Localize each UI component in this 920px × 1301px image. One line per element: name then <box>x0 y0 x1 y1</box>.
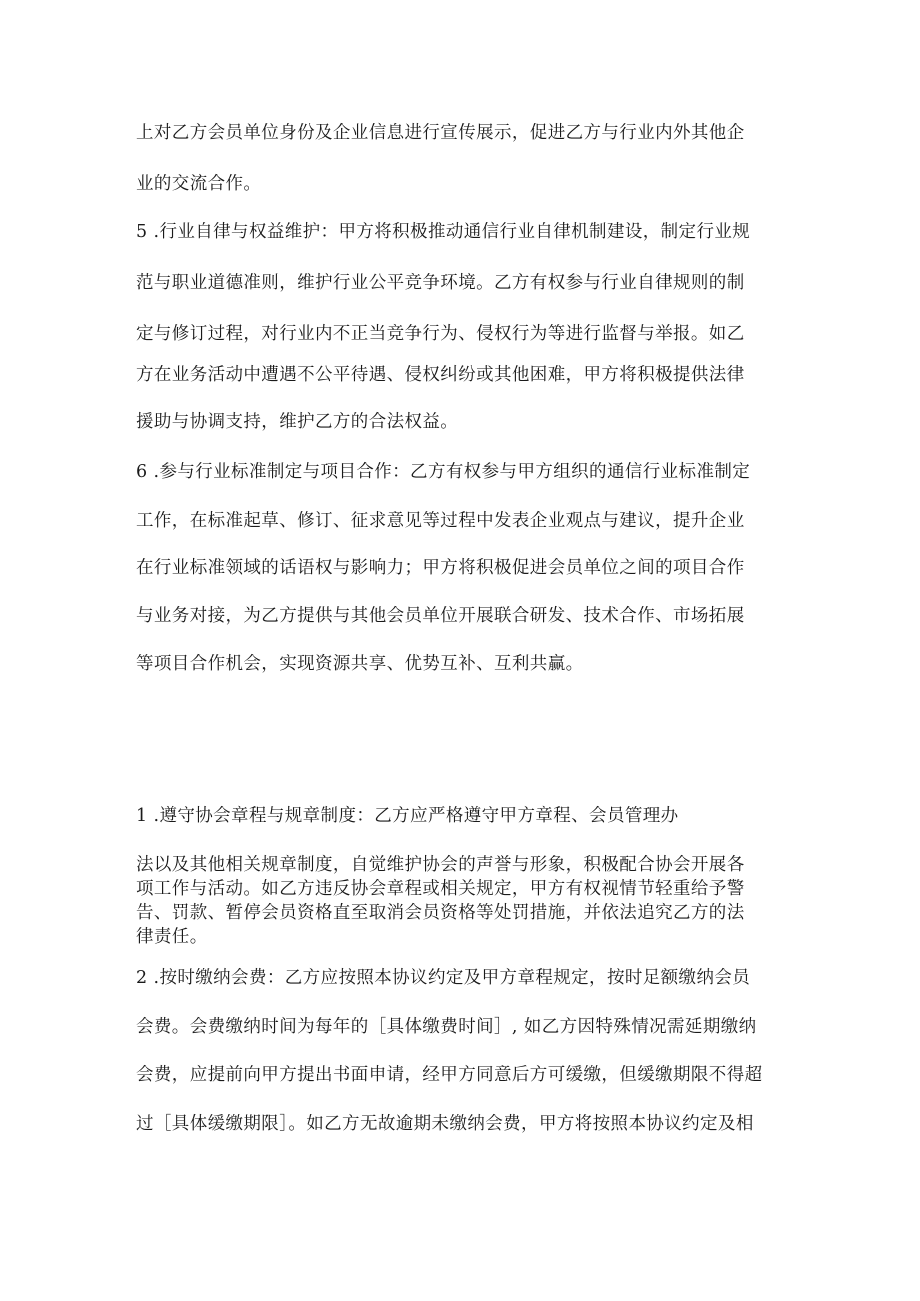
text-line: 会费。会费缴纳时间为每年的［具体缴费时间］, 如乙方因特殊情况需延期缴纳 <box>136 1017 757 1037</box>
text-line: 援助与协调支持，维护乙方的合法权益。 <box>136 412 459 432</box>
text-line: 律责任。 <box>136 927 208 947</box>
text-line: 告、罚款、暂停会员资格直至取消会员资格等处罚措施，并依法追究乙方的法 <box>136 903 745 923</box>
text-line: 定与修订过程，对行业内不正当竞争行为、侵权行为等进行监督与举报。如乙 <box>136 324 745 344</box>
text-line: 方在业务活动中遭遇不公平待遇、侵权纠纷或其他困难，甲方将积极提供法律 <box>136 365 745 385</box>
text-line: 在行业标准领域的话语权与影响力；甲方将积极促进会员单位之间的项目合作 <box>136 558 745 578</box>
text-line: 过［具体缓缴期限］。如乙方无故逾期未缴纳会费，甲方将按照本协议约定及相 <box>136 1114 754 1134</box>
text-line: 等项目合作机会，实现资源共享、优势互补、互利共赢。 <box>136 654 584 674</box>
text-line: 与业务对接，为乙方提供与其他会员单位开展联合研发、技术合作、市场拓展 <box>136 606 745 626</box>
text-line: 6 .参与行业标准制定与项目合作：乙方有权参与甲方组织的通信行业标准制定 <box>136 462 751 482</box>
text-line: 5 .行业自律与权益维护：甲方将积极推动通信行业自律机制建设，制定行业规 <box>136 222 751 242</box>
text-line: 范与职业道德准则，维护行业公平竞争环境。乙方有权参与行业自律规则的制 <box>136 273 745 293</box>
text-line: 法以及其他相关规章制度，自觉维护协会的声誉与形象，积极配合协会开展各 <box>136 855 745 875</box>
text-line: 上对乙方会员单位身份及企业信息进行宣传展示，促进乙方与行业内外其他企 <box>136 123 745 143</box>
text-line: 业的交流合作。 <box>136 174 262 194</box>
text-line: 项工作与活动。如乙方违反协会章程或相关规定，甲方有权视情节轻重给予警 <box>136 879 745 899</box>
text-line: 会费，应提前向甲方提出书面申请，经甲方同意后方可缓缴，但缓缴期限不得超 <box>136 1065 763 1085</box>
text-line: 2 .按时缴纳会费：乙方应按照本协议约定及甲方章程规定，按时足额缴纳会员 <box>136 968 751 988</box>
text-line: 工作，在标准起草、修订、征求意见等过程中发表企业观点与建议，提升企业 <box>136 511 745 531</box>
text-line: 1 .遵守协会章程与规章制度：乙方应严格遵守甲方章程、会员管理办 <box>136 806 679 826</box>
